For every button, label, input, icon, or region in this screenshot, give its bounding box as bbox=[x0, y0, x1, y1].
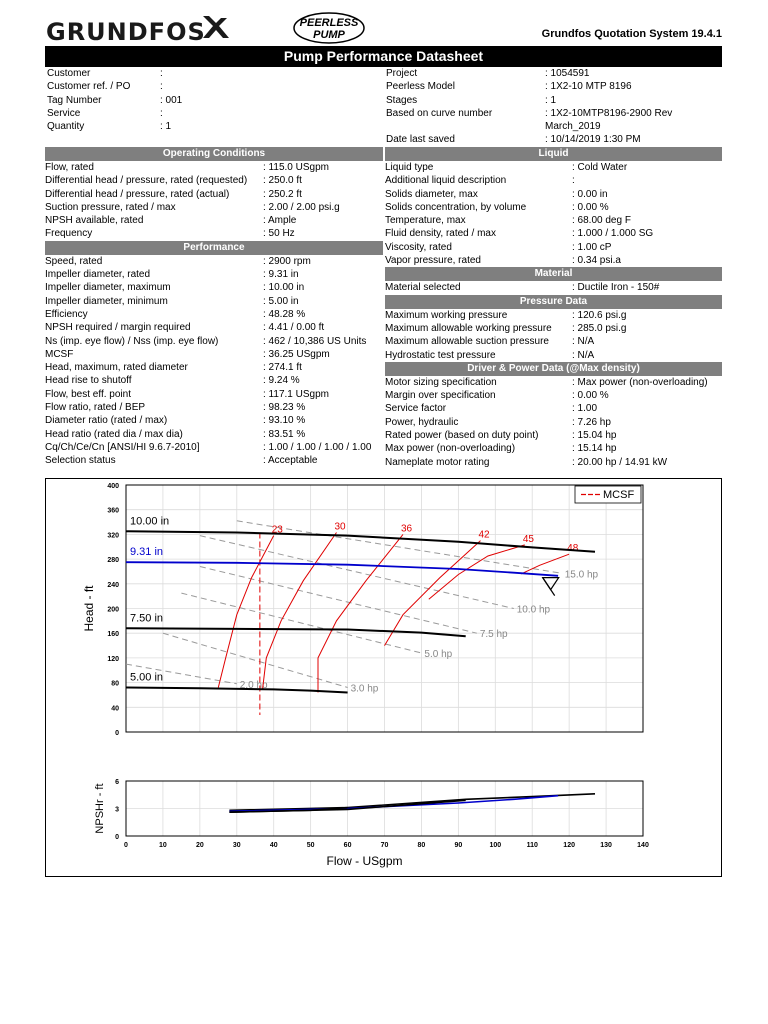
info-row bbox=[47, 94, 382, 107]
field-value: : 250.2 ft bbox=[263, 188, 302, 200]
x-tick-label: 0 bbox=[124, 842, 128, 849]
section-header-performance: Performance bbox=[45, 241, 383, 255]
field-label: NPSH available, rated bbox=[45, 215, 144, 227]
data-row bbox=[385, 402, 722, 415]
field-label: Power, hydraulic bbox=[385, 416, 459, 428]
field-label: Peerless Model bbox=[386, 81, 455, 93]
x-tick-label: 10 bbox=[159, 842, 167, 849]
x-tick-label: 130 bbox=[600, 842, 612, 849]
x-tick-label: 140 bbox=[637, 842, 649, 849]
head-curve-label: 9.31 in bbox=[130, 546, 164, 559]
field-value: : 0.00 % bbox=[572, 201, 609, 213]
field-value: : Ductile Iron - 150# bbox=[572, 282, 660, 294]
info-row bbox=[386, 94, 722, 107]
field-label: Flow, rated bbox=[45, 162, 94, 173]
field-label: Impeller diameter, rated bbox=[45, 269, 151, 281]
svg-text:PUMP: PUMP bbox=[313, 29, 345, 41]
field-value: : 15.04 hp bbox=[572, 430, 617, 442]
x-tick-label: 40 bbox=[269, 842, 278, 849]
data-row bbox=[45, 227, 383, 240]
field-label: Customer ref. / PO bbox=[47, 81, 131, 93]
field-value: March_2019 bbox=[545, 121, 601, 133]
data-row bbox=[385, 376, 722, 389]
y-tick-label: 360 bbox=[107, 507, 119, 515]
data-row bbox=[385, 214, 722, 227]
field-label: Temperature, max bbox=[385, 215, 466, 227]
field-value: : 117.1 USgpm bbox=[263, 388, 329, 400]
data-row bbox=[385, 174, 722, 187]
field-value: : 462 / 10,386 US Units bbox=[263, 335, 367, 347]
legend-label: MCSF bbox=[603, 489, 635, 501]
field-label: Suction pressure, rated / max bbox=[45, 201, 176, 213]
data-row bbox=[45, 281, 383, 294]
efficiency-curve-label: 42 bbox=[478, 529, 490, 541]
y-tick-label: 6 bbox=[115, 779, 119, 786]
data-row bbox=[385, 335, 722, 348]
field-value: : 0.00 in bbox=[572, 188, 608, 200]
field-value: : 001 bbox=[160, 94, 183, 106]
x-tick-label: 110 bbox=[526, 842, 538, 849]
field-label: Impeller diameter, maximum bbox=[45, 282, 171, 294]
field-label: Solids concentration, by volume bbox=[385, 201, 527, 213]
data-row bbox=[385, 322, 722, 335]
field-label: Head, maximum, rated diameter bbox=[45, 362, 188, 374]
head-curve-label: 5.00 in bbox=[130, 671, 164, 684]
field-value: : 2900 rpm bbox=[263, 255, 311, 267]
field-label: Maximum allowable working pressure bbox=[385, 322, 552, 334]
field-label: Flow ratio, rated / BEP bbox=[45, 402, 146, 414]
field-label: Project bbox=[386, 68, 418, 79]
y-tick-label: 40 bbox=[111, 705, 119, 713]
power-curve-label: 3.0 hp bbox=[350, 683, 379, 695]
data-row bbox=[45, 255, 383, 268]
data-row bbox=[45, 201, 383, 214]
field-value: : 4.41 / 0.00 ft bbox=[263, 322, 325, 334]
section-header-driver-power: Driver & Power Data (@Max density) bbox=[385, 362, 722, 376]
field-value: : 250.0 ft bbox=[263, 175, 302, 187]
efficiency-curve-label: 36 bbox=[400, 523, 413, 535]
power-curve-label: 2.0 hp bbox=[239, 679, 268, 691]
field-value: : bbox=[160, 107, 163, 119]
field-label: Fluid density, rated / max bbox=[385, 228, 496, 240]
field-value: : 10.00 in bbox=[263, 282, 305, 294]
data-row bbox=[385, 389, 722, 402]
field-value: : 1X2-10 MTP 8196 bbox=[545, 81, 632, 93]
x-tick-label: 90 bbox=[454, 842, 463, 849]
x-tick-label: 80 bbox=[417, 842, 426, 849]
field-label: Based on curve number bbox=[386, 107, 493, 119]
field-value: : Max power (non-overloading) bbox=[572, 376, 708, 388]
data-row bbox=[385, 456, 722, 469]
info-row bbox=[386, 80, 722, 93]
y-tick-label: 3 bbox=[115, 806, 119, 814]
x-tick-label: 60 bbox=[343, 842, 352, 849]
efficiency-curve-label: 45 bbox=[522, 533, 534, 545]
info-row bbox=[386, 120, 722, 133]
y-tick-label: 200 bbox=[107, 606, 119, 614]
operating-conditions-table bbox=[45, 161, 383, 241]
data-row bbox=[385, 281, 722, 294]
data-row bbox=[45, 308, 383, 321]
info-row bbox=[386, 107, 722, 120]
driver-power-table bbox=[385, 376, 722, 469]
x-tick-label: 20 bbox=[195, 842, 204, 849]
info-row bbox=[47, 107, 382, 120]
data-row bbox=[45, 414, 383, 427]
field-label: Additional liquid description bbox=[385, 175, 507, 187]
field-label: Viscosity, rated bbox=[385, 241, 452, 253]
field-value: : N/A bbox=[572, 349, 595, 361]
field-label: Ns (imp. eye flow) / Nss (imp. eye flow) bbox=[45, 335, 219, 347]
x-tick-label: 50 bbox=[306, 842, 315, 849]
y-tick-label: 0 bbox=[115, 834, 119, 841]
data-row bbox=[385, 349, 722, 362]
head-curve-label: 10.00 in bbox=[130, 515, 170, 528]
field-value: : 274.1 ft bbox=[263, 362, 302, 374]
field-label: Head rise to shutoff bbox=[45, 375, 132, 387]
field-value: : 20.00 hp / 14.91 kW bbox=[572, 456, 668, 468]
y-tick-label: 320 bbox=[107, 532, 119, 540]
field-value: : Cold Water bbox=[572, 162, 628, 173]
field-label: Service factor bbox=[385, 403, 447, 415]
field-value: : 68.00 deg F bbox=[572, 215, 631, 227]
field-label: NPSH required / margin required bbox=[45, 322, 191, 334]
field-label: Efficiency bbox=[45, 308, 88, 320]
data-row bbox=[385, 188, 722, 201]
data-row bbox=[385, 241, 722, 254]
x-axis-label: Flow - USgpm bbox=[326, 854, 403, 868]
field-label: Motor sizing specification bbox=[385, 376, 497, 388]
field-value: : Ample bbox=[263, 215, 297, 227]
data-row bbox=[385, 201, 722, 214]
field-label: Maximum working pressure bbox=[385, 309, 508, 321]
field-value: : 1 bbox=[160, 121, 172, 133]
data-row bbox=[45, 335, 383, 348]
y-tick-label: 280 bbox=[107, 557, 119, 565]
data-row bbox=[45, 161, 383, 174]
field-value: : 120.6 psi.g bbox=[572, 309, 627, 321]
power-curve-label: 5.0 hp bbox=[424, 648, 453, 660]
field-value: : 10/14/2019 1:30 PM bbox=[545, 134, 641, 146]
data-row bbox=[45, 454, 383, 467]
data-row bbox=[45, 441, 383, 454]
x-tick-label: 30 bbox=[232, 842, 241, 849]
field-value: : 1.00 / 1.00 / 1.00 / 1.00 bbox=[263, 441, 372, 453]
field-value: : N/A bbox=[572, 336, 595, 348]
field-value: : 1 bbox=[545, 94, 557, 106]
x-tick-label: 120 bbox=[563, 842, 575, 849]
y-tick-label: 160 bbox=[107, 631, 119, 639]
field-value: : 2.00 / 2.00 psi.g bbox=[263, 201, 340, 213]
data-row bbox=[45, 188, 383, 201]
data-row bbox=[385, 161, 722, 174]
efficiency-curve-label: 30 bbox=[334, 521, 346, 533]
field-value: : 15.14 hp bbox=[572, 443, 617, 455]
y-axis-label: Head - ft bbox=[82, 585, 96, 632]
field-label: Differential head / pressure, rated (actual) bbox=[45, 188, 230, 200]
data-row bbox=[385, 254, 722, 267]
field-label: Diameter ratio (rated / max) bbox=[45, 415, 168, 427]
field-label: Head ratio (rated dia / max dia) bbox=[45, 428, 183, 440]
field-label: Impeller diameter, minimum bbox=[45, 295, 168, 307]
field-value: : bbox=[160, 68, 163, 79]
field-value: : 98.23 % bbox=[263, 402, 306, 414]
field-value: : Acceptable bbox=[263, 455, 318, 467]
info-row bbox=[47, 67, 382, 80]
efficiency-curve-label: 23 bbox=[271, 524, 283, 536]
data-row bbox=[45, 295, 383, 308]
x-tick-label: 70 bbox=[380, 842, 389, 849]
data-row bbox=[385, 227, 722, 240]
system-name: Grundfos Quotation System 19.4.1 bbox=[541, 28, 722, 40]
npsh-y-axis-label: NPSHr - ft bbox=[94, 783, 106, 834]
field-label: Customer bbox=[47, 68, 91, 79]
liquid-table bbox=[385, 161, 722, 267]
efficiency-curve-label: 48 bbox=[567, 543, 579, 555]
field-label: Max power (non-overloading) bbox=[385, 443, 516, 455]
field-value: : bbox=[572, 175, 575, 187]
field-value: : 9.24 % bbox=[263, 375, 300, 387]
field-label: Liquid type bbox=[385, 162, 434, 173]
field-value: : 1054591 bbox=[545, 68, 590, 79]
field-value: : 285.0 psi.g bbox=[572, 322, 627, 334]
info-row bbox=[47, 120, 382, 133]
field-value: : 115.0 USgpm bbox=[263, 162, 329, 173]
field-label: Material selected bbox=[385, 282, 461, 294]
field-value: : 5.00 in bbox=[263, 295, 299, 307]
project-info-table bbox=[386, 67, 722, 147]
field-value: : 50 Hz bbox=[263, 228, 295, 240]
x-tick-label: 100 bbox=[489, 842, 502, 849]
y-tick-label: 0 bbox=[115, 730, 119, 737]
data-row bbox=[385, 309, 722, 322]
data-row bbox=[45, 374, 383, 387]
section-header-pressure-data: Pressure Data bbox=[385, 295, 722, 309]
material-table bbox=[385, 281, 722, 294]
data-row bbox=[45, 348, 383, 361]
field-value: : 36.25 USgpm bbox=[263, 348, 330, 360]
field-value: : 1X2-10MTP8196-2900 Rev bbox=[545, 107, 673, 119]
field-value: : 1.000 / 1.000 SG bbox=[572, 228, 654, 240]
grundfos-x-icon bbox=[200, 12, 230, 42]
field-label: Flow, best eff. point bbox=[45, 388, 131, 400]
data-row bbox=[45, 174, 383, 187]
field-value: : 48.28 % bbox=[263, 308, 306, 320]
info-row bbox=[386, 133, 722, 146]
pump-curve-chart bbox=[45, 478, 722, 878]
field-label: Vapor pressure, rated bbox=[385, 255, 481, 267]
field-value: : bbox=[160, 81, 163, 93]
field-value: : 9.31 in bbox=[263, 269, 299, 281]
y-tick-label: 240 bbox=[107, 581, 119, 589]
page-title: Pump Performance Datasheet bbox=[45, 46, 722, 67]
field-label: MCSF bbox=[45, 348, 74, 360]
field-value: : 1.00 cP bbox=[572, 241, 612, 253]
right-column bbox=[385, 147, 722, 469]
section-header-material: Material bbox=[385, 267, 722, 281]
data-row bbox=[45, 361, 383, 374]
field-value: : 83.51 % bbox=[263, 428, 306, 440]
field-label: Selection status bbox=[45, 455, 116, 467]
data-row bbox=[385, 429, 722, 442]
field-value: : 1.00 bbox=[572, 403, 598, 415]
svg-text:PEERLESS: PEERLESS bbox=[299, 17, 359, 29]
data-row bbox=[45, 428, 383, 441]
field-label: Stages bbox=[386, 94, 418, 106]
pressure-data-table bbox=[385, 309, 722, 362]
brand-logo: GRUNDFOS bbox=[46, 18, 206, 46]
field-label: Solids diameter, max bbox=[385, 188, 478, 200]
power-curve-label: 7.5 hp bbox=[479, 629, 508, 641]
field-value: : 93.10 % bbox=[263, 415, 306, 427]
data-row bbox=[45, 321, 383, 334]
field-label: Hydrostatic test pressure bbox=[385, 349, 496, 361]
field-label: Cq/Ch/Ce/Cn [ANSI/HI 9.6.7-2010] bbox=[45, 441, 200, 453]
field-value: : 0.00 % bbox=[572, 390, 609, 402]
field-label: Service bbox=[47, 107, 81, 119]
field-label: Date last saved bbox=[386, 134, 455, 146]
field-value: : 0.34 psi.a bbox=[572, 255, 621, 267]
header bbox=[0, 0, 768, 46]
field-label: Nameplate motor rating bbox=[385, 456, 490, 468]
field-label: Margin over specification bbox=[385, 390, 496, 402]
data-row bbox=[385, 442, 722, 455]
section-header-liquid: Liquid bbox=[385, 147, 722, 161]
field-label: Differential head / pressure, rated (requested) bbox=[45, 175, 248, 187]
field-label: Rated power (based on duty point) bbox=[385, 430, 539, 442]
data-row bbox=[385, 416, 722, 429]
field-label: Frequency bbox=[45, 228, 93, 240]
field-label: Maximum allowable suction pressure bbox=[385, 336, 549, 348]
performance-table bbox=[45, 255, 383, 468]
section-header-operating-conditions: Operating Conditions bbox=[45, 147, 383, 161]
y-tick-label: 400 bbox=[107, 483, 119, 490]
field-label: Speed, rated bbox=[45, 255, 103, 267]
power-curve-label: 10.0 hp bbox=[516, 604, 551, 616]
peerless-logo bbox=[293, 12, 365, 44]
info-row bbox=[47, 80, 382, 93]
field-label: Quantity bbox=[47, 121, 85, 133]
data-row bbox=[45, 401, 383, 414]
customer-info-table bbox=[47, 67, 382, 133]
y-tick-label: 80 bbox=[111, 680, 119, 688]
field-label: Tag Number bbox=[47, 94, 102, 106]
field-value: : 7.26 hp bbox=[572, 416, 611, 428]
info-row bbox=[386, 67, 722, 80]
y-tick-label: 120 bbox=[107, 655, 119, 663]
data-row bbox=[45, 388, 383, 401]
power-curve-label: 15.0 hp bbox=[564, 569, 599, 581]
head-curve-label: 7.50 in bbox=[130, 612, 164, 625]
data-row bbox=[45, 268, 383, 281]
left-column bbox=[45, 147, 383, 468]
data-row bbox=[45, 214, 383, 227]
